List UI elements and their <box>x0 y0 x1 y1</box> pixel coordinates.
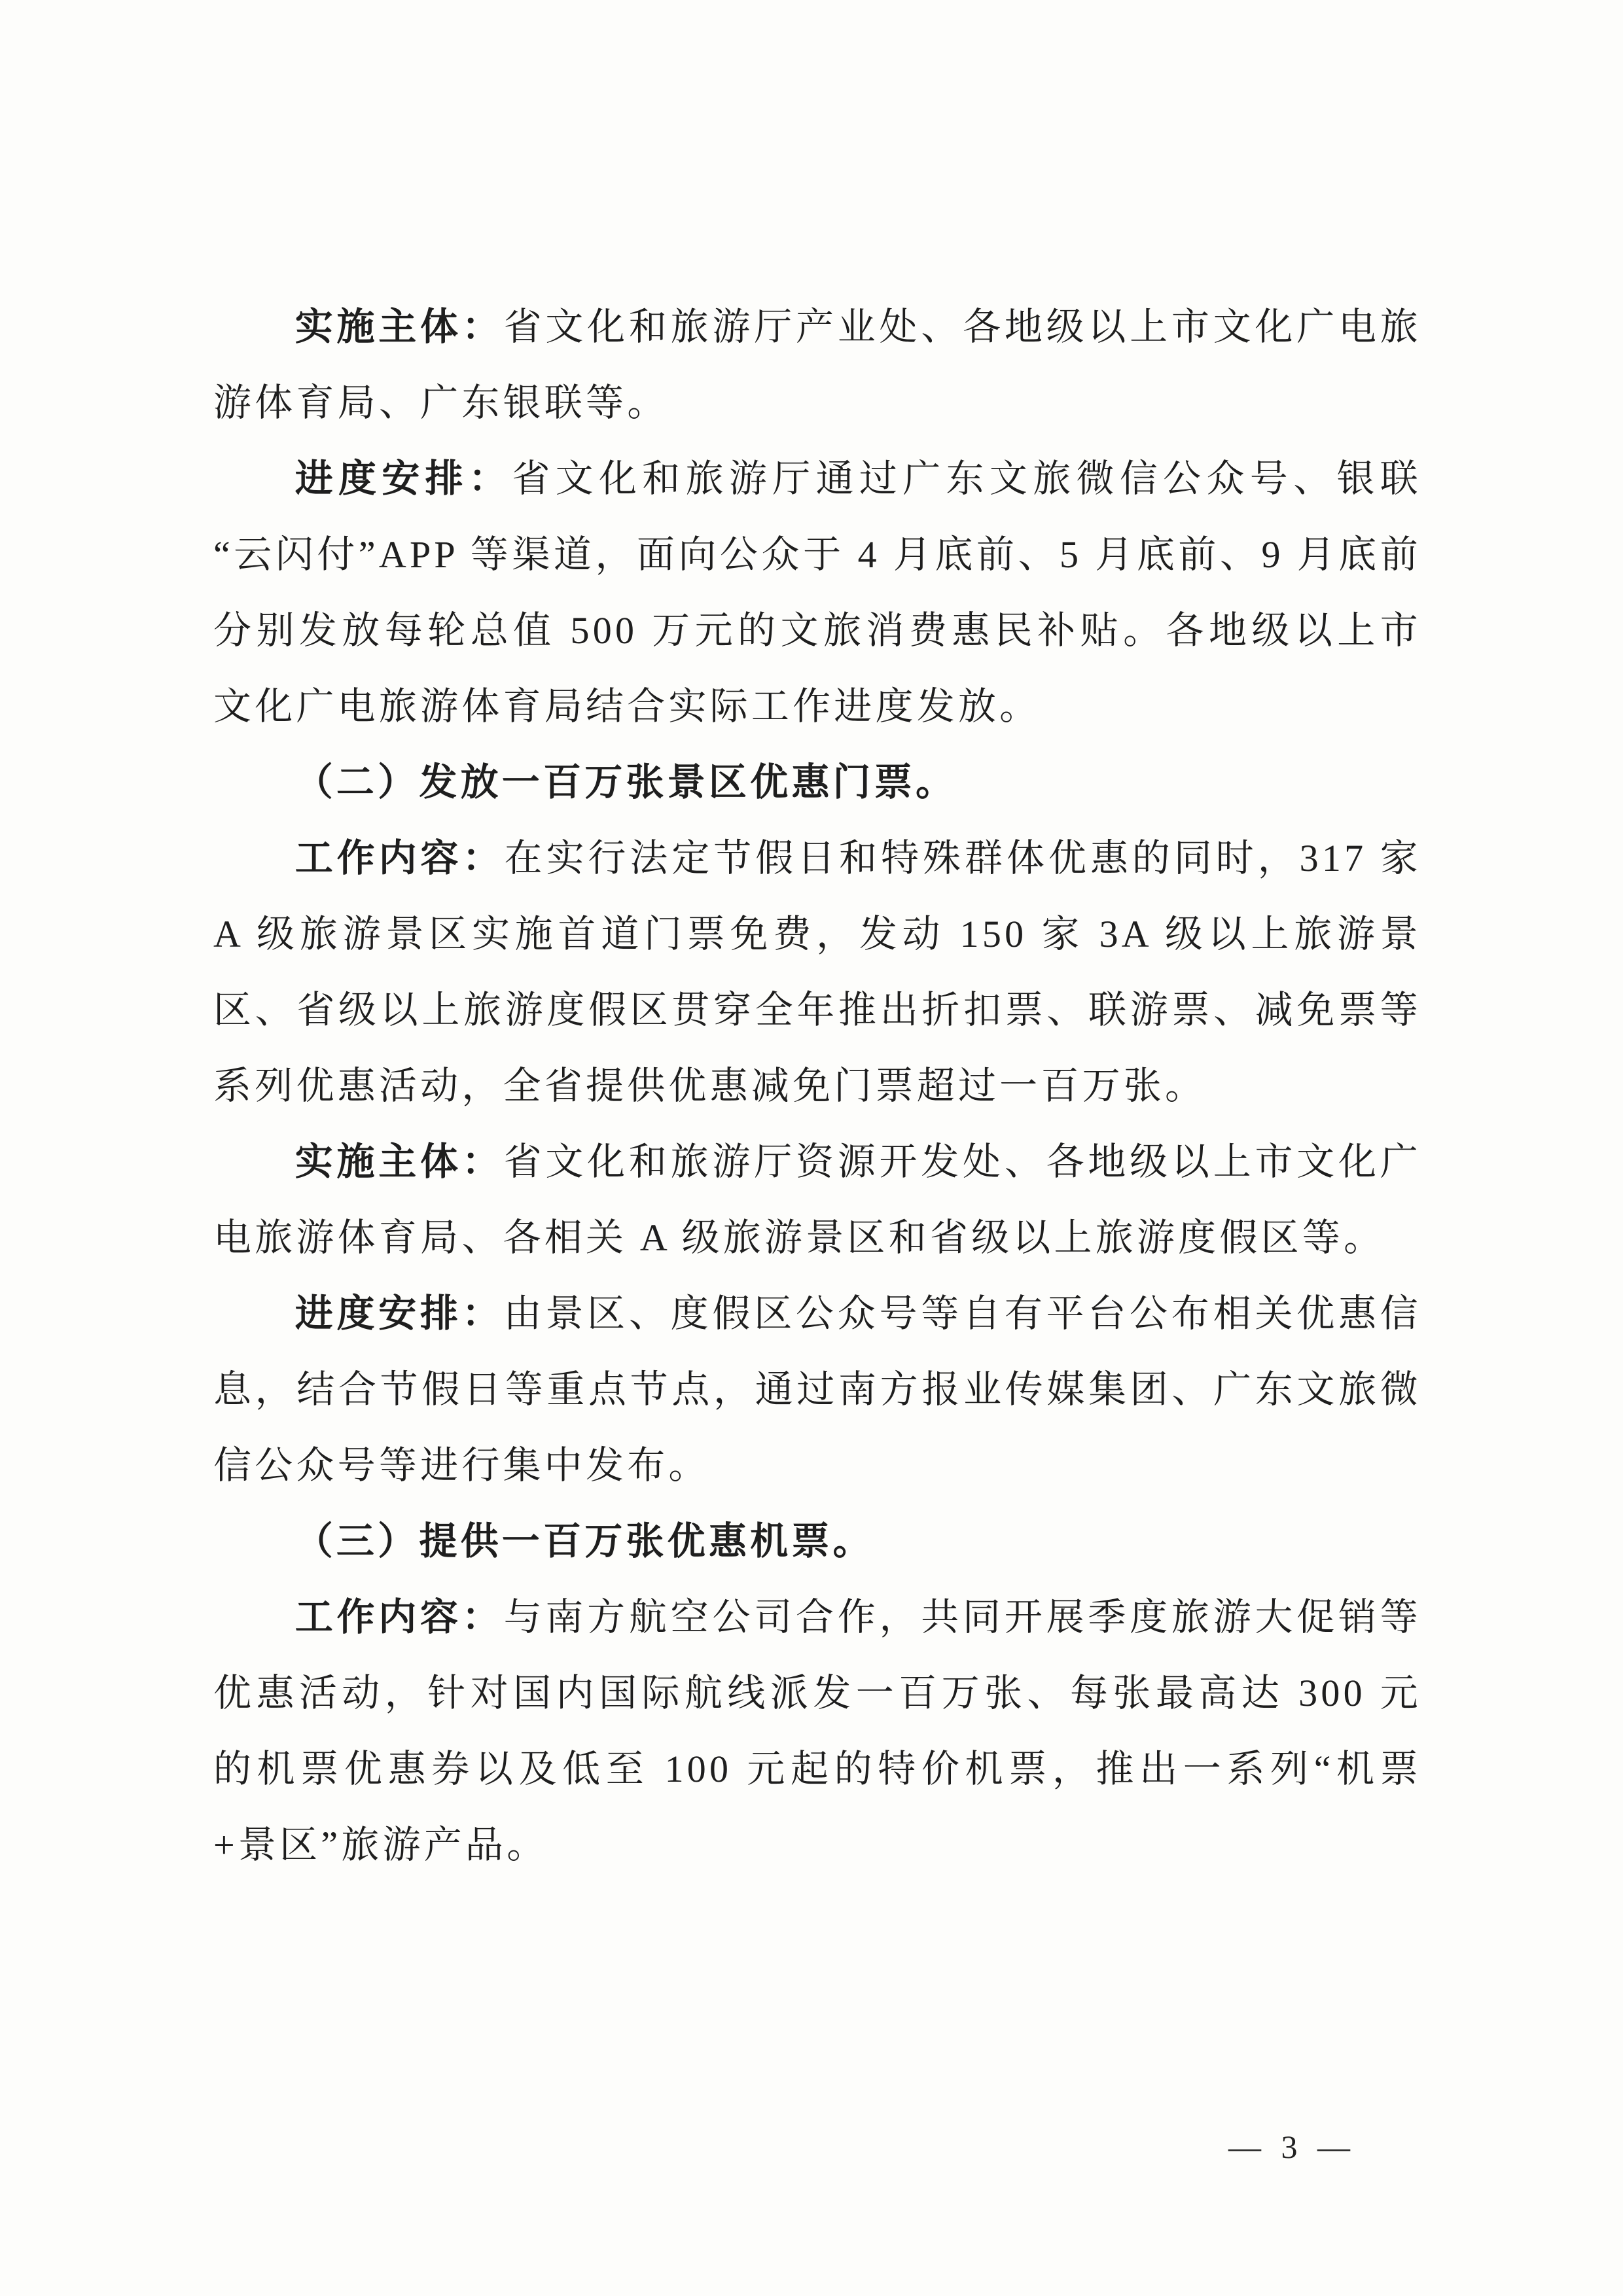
paragraph-lead: 工作内容： <box>294 837 505 879</box>
section-heading-2: （二）发放一百万张景区优惠门票。 <box>294 761 957 804</box>
paragraph-text: 省文化和旅游厅资源开发处、各地级以上市文化广电旅游体育局、各相关 A 级旅游景区和省级以上旅游度假区等。 <box>213 1140 1422 1259</box>
paragraph-lead: 工作内容： <box>294 1596 504 1638</box>
paragraph-text: 在实行法定节假日和特殊群体优惠的同时，317 家 A 级旅游景区实施首道门票免费，发动 150 家 3A 级以上旅游景区、省级以上旅游度假区贯穿全年推出折扣票、联游票、减免票等系列优惠活动，全省提供优惠减免门票超过一百万张。 <box>213 837 1421 1107</box>
paragraph-text: 省文化和旅游厅产业处、各地级以上市文化广电旅游体育局、广东银联等。 <box>213 306 1422 424</box>
paragraph-schedule-1 <box>213 441 1421 745</box>
page-number: — 3 — <box>1228 2128 1356 2165</box>
paragraph-schedule-2 <box>213 1276 1421 1504</box>
paragraph-work-content-2 <box>213 821 1421 1124</box>
paragraph-lead: 实施主体： <box>294 1140 504 1183</box>
document-body <box>213 289 1421 1883</box>
paragraph-implementing-body-2 <box>213 1124 1421 1276</box>
section-heading-3: （三）提供一百万张优惠机票。 <box>294 1520 874 1563</box>
paragraph-work-content-3 <box>213 1580 1421 1883</box>
paragraph-lead: 实施主体： <box>294 306 504 348</box>
paragraph-lead: 进度安排： <box>294 1292 504 1335</box>
paragraph-implementing-body-1 <box>213 289 1421 441</box>
paragraph-lead: 进度安排： <box>294 457 512 500</box>
paragraph-text: 与南方航空公司合作，共同开展季度旅游大促销等优惠活动，针对国内国际航线派发一百万张、每张最高达 300 元的机票优惠券以及低至 100 元起的特价机票，推出一系列“机票+景区”旅游产品。 <box>213 1596 1422 1866</box>
paragraph-text: 省文化和旅游厅通过广东文旅微信公众号、银联“云闪付”APP 等渠道，面向公众于 4 月底前、5 月底前、9 月底前分别发放每轮总值 500 万元的文旅消费惠民补贴。各地级以上市文化广电旅游体育局结合实际工作进度发放。 <box>213 457 1421 728</box>
paragraph-text: 由景区、度假区公众号等自有平台公布相关优惠信息，结合节假日等重点节点，通过南方报业传媒集团、广东文旅微信公众号等进行集中发布。 <box>213 1292 1422 1487</box>
